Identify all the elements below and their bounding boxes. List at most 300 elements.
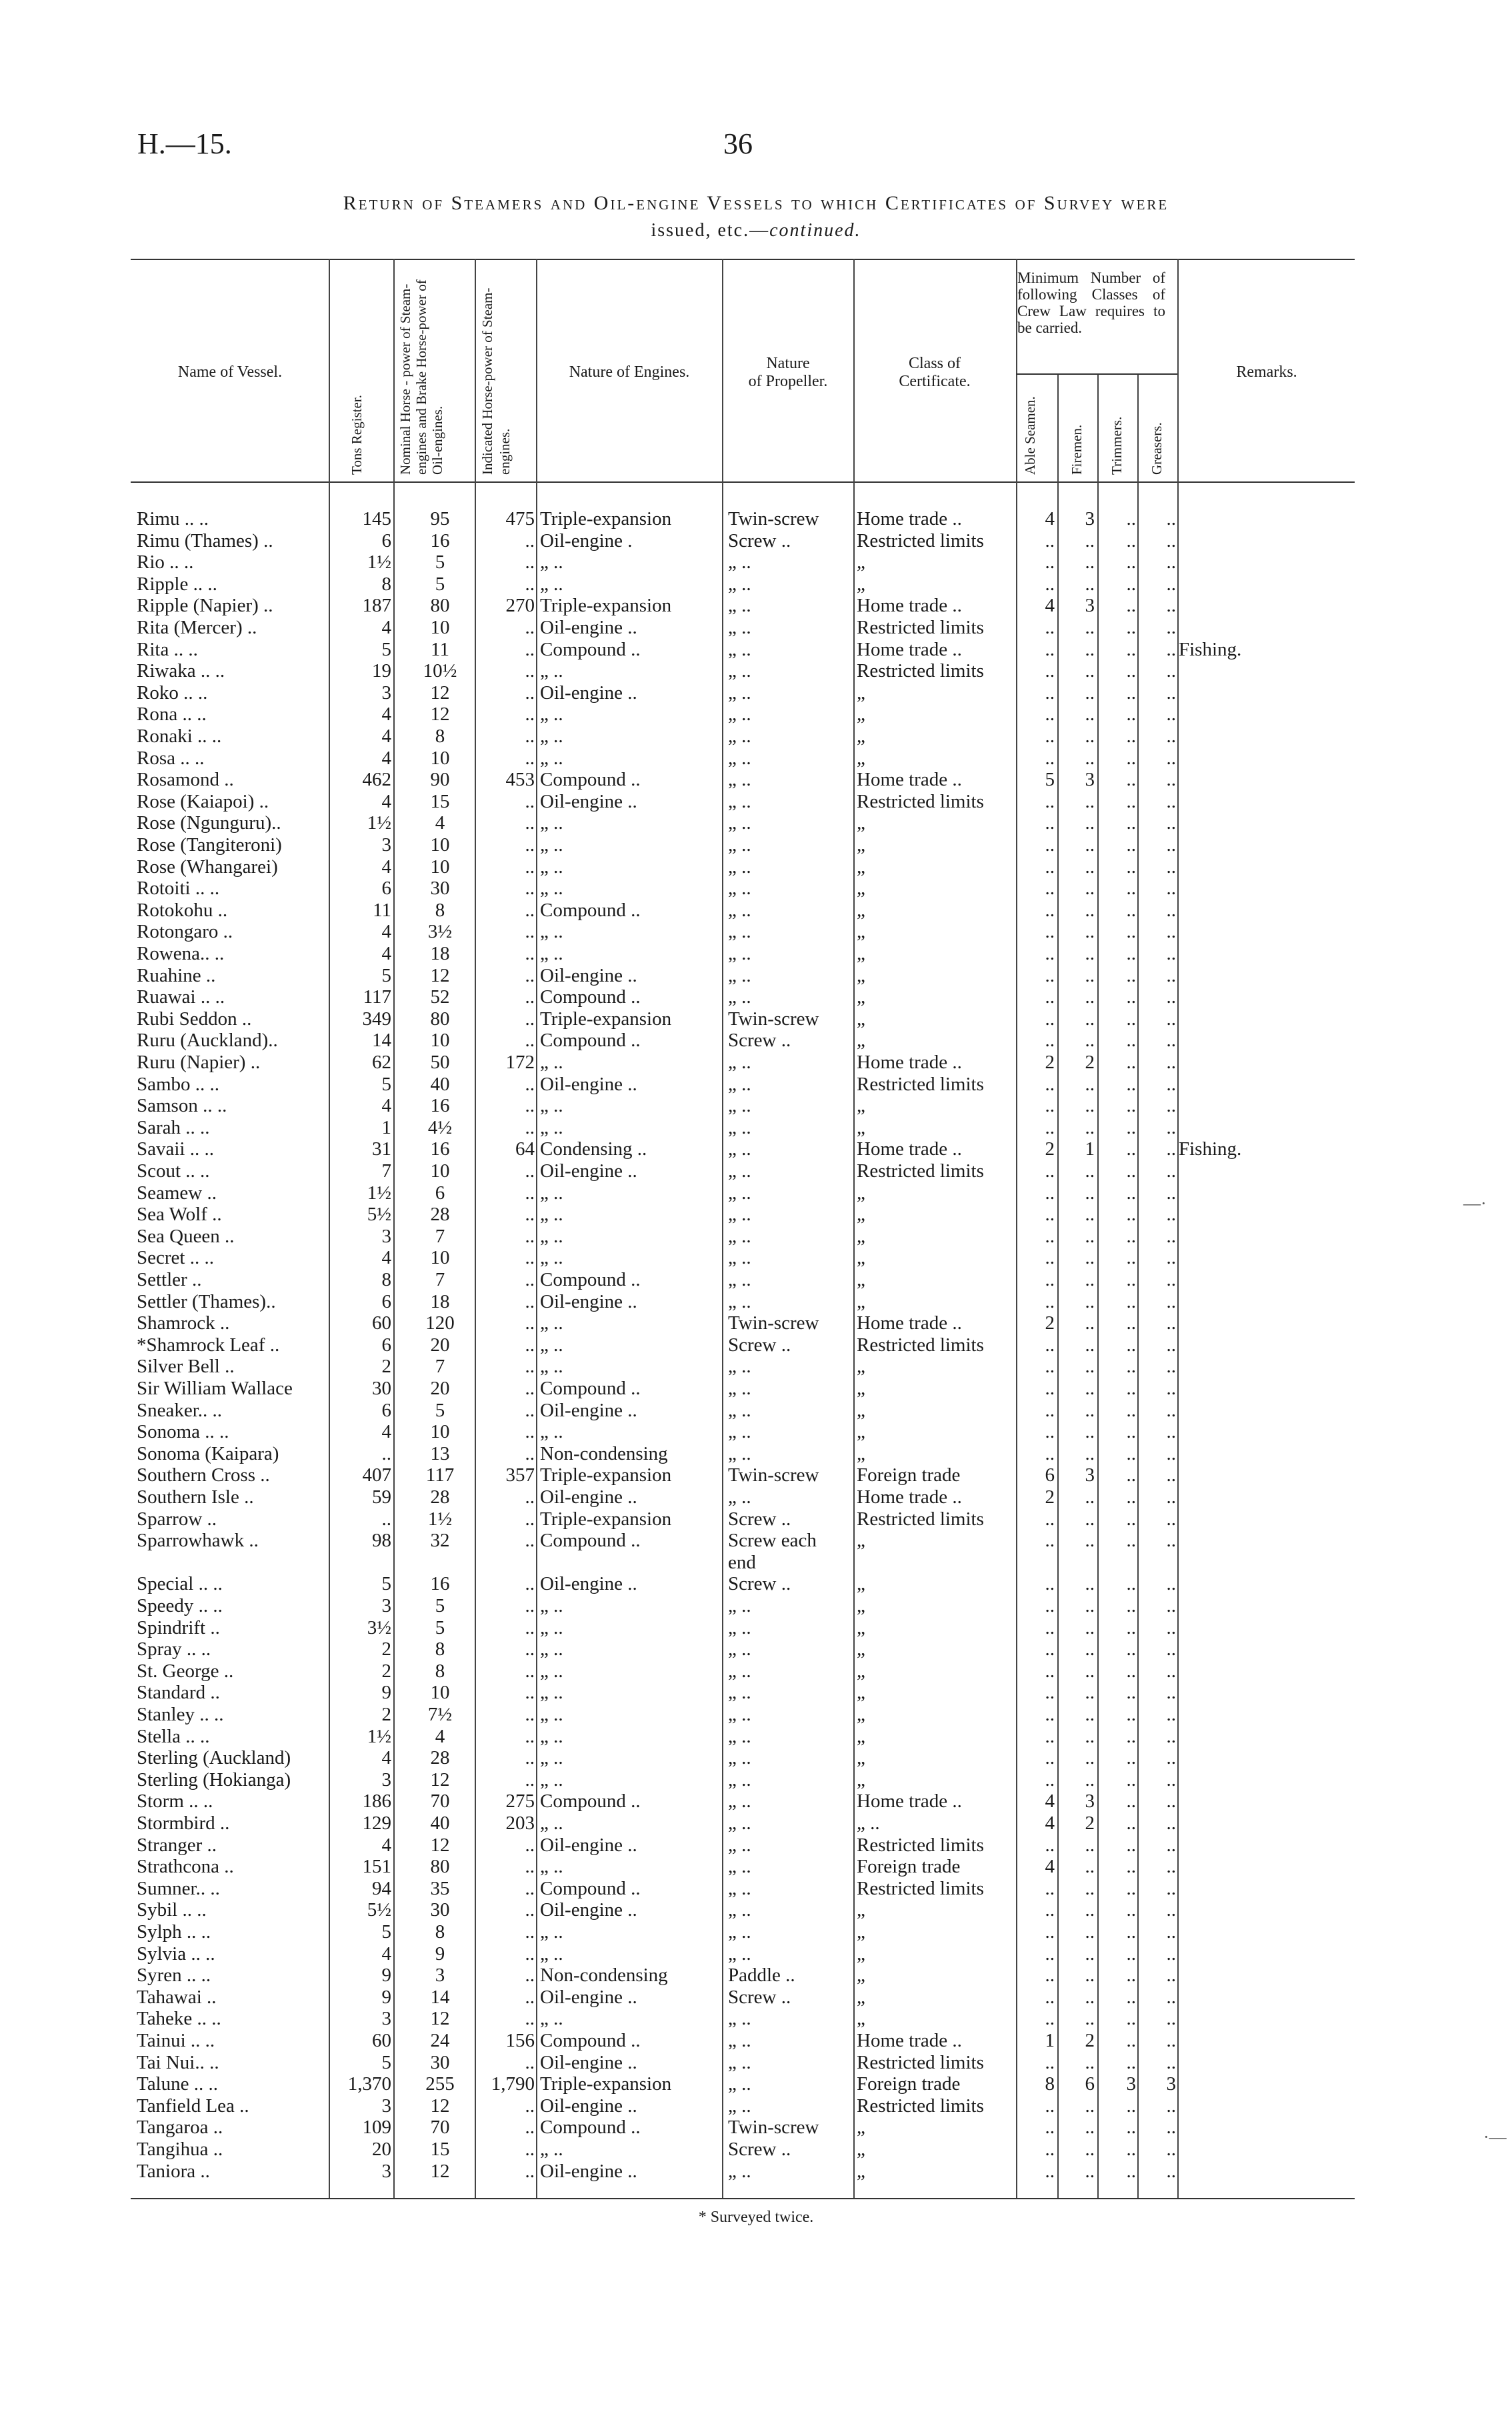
vessel-name: Stella .. .. xyxy=(137,1725,210,1747)
nature-of-engines: „ .. xyxy=(540,1943,563,1965)
nature-of-engines: Oil-engine .. xyxy=(540,1834,637,1856)
nature-of-engines: „ .. xyxy=(540,1704,563,1725)
indicated-hp: .. xyxy=(525,1095,535,1117)
nature-of-propeller: „ .. xyxy=(728,551,751,573)
greasers: .. xyxy=(1166,1834,1176,1856)
vessel-name: Secret .. .. xyxy=(137,1247,214,1269)
tons-register: 8 xyxy=(381,1269,391,1290)
nominal-hp: 5 xyxy=(435,551,445,573)
tons-register: 6 xyxy=(381,1334,391,1356)
trimmers: .. xyxy=(1126,1290,1136,1312)
vessel-name: Rose (Tangiteroni) xyxy=(137,834,282,856)
firemen: .. xyxy=(1085,1399,1095,1421)
nature-of-engines: Condensing .. xyxy=(540,1138,647,1160)
table-row xyxy=(0,943,1512,964)
trimmers: .. xyxy=(1126,1116,1136,1138)
greasers: .. xyxy=(1166,1052,1176,1073)
vessel-name: Syren .. .. xyxy=(137,1965,211,1987)
class-of-certificate: Restricted limits xyxy=(857,2095,984,2117)
vessel-name: Rose (Whangarei) xyxy=(137,856,278,878)
table-row xyxy=(0,1400,1512,1421)
nature-of-propeller: „ .. xyxy=(728,856,751,878)
nature-of-propeller: „ .. xyxy=(728,834,751,856)
nominal-hp: 70 xyxy=(430,1790,450,1812)
nature-of-engines: Compound .. xyxy=(540,638,641,660)
nominal-hp: 16 xyxy=(430,1095,450,1117)
greasers: .. xyxy=(1166,660,1176,682)
tons-register: 94 xyxy=(372,1877,391,1899)
firemen: .. xyxy=(1085,573,1095,595)
greasers: 3 xyxy=(1166,2073,1176,2095)
tons-register: 6 xyxy=(381,1399,391,1421)
nature-of-propeller: „ .. xyxy=(728,1399,751,1421)
indicated-hp: .. xyxy=(525,2160,535,2182)
nature-of-engines: Triple-expansion xyxy=(540,1508,672,1530)
firemen: .. xyxy=(1085,1638,1095,1660)
greasers: .. xyxy=(1166,1160,1176,1182)
able-seamen: 2 xyxy=(1045,1312,1055,1334)
vessel-name: Sambo .. .. xyxy=(137,1073,220,1095)
able-seamen: .. xyxy=(1045,899,1055,921)
tons-register: 6 xyxy=(381,529,391,551)
indicated-hp: 1,790 xyxy=(491,2073,535,2095)
trimmers: .. xyxy=(1126,964,1136,986)
indicated-hp: .. xyxy=(525,1160,535,1182)
greasers: .. xyxy=(1166,1704,1176,1725)
greasers: .. xyxy=(1166,943,1176,964)
nature-of-engines: Triple-expansion xyxy=(540,2073,672,2095)
nature-of-propeller: „ .. xyxy=(728,1378,751,1399)
nature-of-engines: Compound .. xyxy=(540,2117,641,2139)
indicated-hp: .. xyxy=(525,1421,535,1443)
col-header-trimmers: Trimmers. xyxy=(1109,416,1125,475)
tons-register: 3 xyxy=(381,1768,391,1790)
table-row xyxy=(0,1508,1512,1530)
indicated-hp: .. xyxy=(525,1747,535,1769)
nature-of-engines: „ .. xyxy=(540,2139,563,2160)
vessel-name: Southern Cross .. xyxy=(137,1464,270,1486)
greasers: .. xyxy=(1166,682,1176,704)
firemen: .. xyxy=(1085,1269,1095,1290)
trimmers: .. xyxy=(1126,1682,1136,1704)
indicated-hp: .. xyxy=(525,1030,535,1052)
title-prefix: issued, etc.— xyxy=(651,220,770,241)
nature-of-propeller: „ .. xyxy=(728,1138,751,1160)
tons-register: 4 xyxy=(381,1943,391,1965)
firemen: .. xyxy=(1085,2117,1095,2139)
nature-of-propeller: „ .. xyxy=(728,1704,751,1725)
nature-of-engines: Oil-engine .. xyxy=(540,1073,637,1095)
trimmers: 3 xyxy=(1126,2073,1136,2095)
nominal-hp: 50 xyxy=(430,1052,450,1073)
tons-register: 117 xyxy=(363,986,391,1008)
indicated-hp: 172 xyxy=(505,1052,535,1073)
vessel-name: Rotoiti .. .. xyxy=(137,878,220,900)
col-header-class-1: Class of xyxy=(909,355,961,372)
trimmers: .. xyxy=(1126,1856,1136,1878)
nature-of-engines: Oil-engine .. xyxy=(540,964,637,986)
nature-of-engines: „ .. xyxy=(540,1204,563,1226)
trimmers: .. xyxy=(1126,726,1136,747)
table-row xyxy=(0,1812,1512,1834)
vessel-name: Ruahine .. xyxy=(137,964,216,986)
remarks: Fishing. xyxy=(1179,638,1242,660)
trimmers: .. xyxy=(1126,1225,1136,1247)
indicated-hp: .. xyxy=(525,1660,535,1682)
indicated-hp: .. xyxy=(525,1356,535,1378)
tons-register: 2 xyxy=(381,1638,391,1660)
firemen: .. xyxy=(1085,943,1095,964)
greasers: .. xyxy=(1166,1790,1176,1812)
nature-of-propeller: Twin-screw xyxy=(728,1312,819,1334)
nature-of-engines: „ .. xyxy=(540,1095,563,1117)
vessel-name: Rosa .. .. xyxy=(137,747,205,769)
trimmers: .. xyxy=(1126,1486,1136,1508)
nature-of-propeller: Twin-screw xyxy=(728,508,819,529)
trimmers: .. xyxy=(1126,617,1136,638)
able-seamen: .. xyxy=(1045,1704,1055,1725)
trimmers: .. xyxy=(1126,1965,1136,1987)
able-seamen: .. xyxy=(1045,878,1055,900)
firemen: .. xyxy=(1085,1595,1095,1616)
indicated-hp: .. xyxy=(525,921,535,943)
firemen: .. xyxy=(1085,747,1095,769)
indicated-hp: 357 xyxy=(505,1464,535,1486)
tons-register: 2 xyxy=(381,1660,391,1682)
table-row xyxy=(0,1421,1512,1442)
nature-of-engines: „ .. xyxy=(540,660,563,682)
firemen: .. xyxy=(1085,812,1095,834)
class-of-certificate: „ xyxy=(857,726,865,747)
firemen: .. xyxy=(1085,1312,1095,1334)
nature-of-engines: „ .. xyxy=(540,1616,563,1638)
indicated-hp: 270 xyxy=(505,595,535,617)
able-seamen: .. xyxy=(1045,660,1055,682)
nominal-hp: 4 xyxy=(435,1725,445,1747)
tons-register: 3½ xyxy=(367,1616,391,1638)
firemen: .. xyxy=(1085,921,1095,943)
tons-register: 4 xyxy=(381,726,391,747)
class-of-certificate: „ xyxy=(857,1573,865,1595)
able-seamen: .. xyxy=(1045,1442,1055,1464)
class-of-certificate: Restricted limits xyxy=(857,660,984,682)
nature-of-propeller: „ .. xyxy=(728,1725,751,1747)
firemen: .. xyxy=(1085,1921,1095,1943)
class-of-certificate: „ xyxy=(857,1247,865,1269)
able-seamen: .. xyxy=(1045,573,1055,595)
nominal-hp: 5 xyxy=(435,1616,445,1638)
class-of-certificate: „ xyxy=(857,1747,865,1769)
nature-of-propeller: „ .. xyxy=(728,1247,751,1269)
nature-of-propeller: „ .. xyxy=(728,1073,751,1095)
trimmers: .. xyxy=(1126,1204,1136,1226)
firemen: .. xyxy=(1085,1247,1095,1269)
tons-register: 4 xyxy=(381,704,391,726)
nature-of-engines: „ .. xyxy=(540,1421,563,1443)
vessel-name: Standard .. xyxy=(137,1682,220,1704)
able-seamen: .. xyxy=(1045,1660,1055,1682)
tons-register: 187 xyxy=(362,595,391,617)
indicated-hp: .. xyxy=(525,529,535,551)
vessel-name: Rosamond .. xyxy=(137,769,234,791)
nominal-hp: 30 xyxy=(430,1899,450,1921)
nominal-hp: 7 xyxy=(435,1269,445,1290)
trimmers: .. xyxy=(1126,769,1136,791)
indicated-hp: .. xyxy=(525,704,535,726)
vessel-name: Silver Bell .. xyxy=(137,1356,235,1378)
firemen: .. xyxy=(1085,2139,1095,2160)
tons-register: 5 xyxy=(381,1573,391,1595)
firemen: .. xyxy=(1085,878,1095,900)
table-row xyxy=(0,1704,1512,1725)
able-seamen: .. xyxy=(1045,2051,1055,2073)
nature-of-engines: „ .. xyxy=(540,1116,563,1138)
nature-of-propeller: Twin-screw xyxy=(728,2117,819,2139)
table-row xyxy=(0,1638,1512,1660)
nature-of-engines: Non-condensing xyxy=(540,1965,668,1987)
nominal-hp: 8 xyxy=(435,1660,445,1682)
table-row xyxy=(0,791,1512,812)
trimmers: .. xyxy=(1126,1747,1136,1769)
nominal-hp: 120 xyxy=(425,1312,455,1334)
class-of-certificate: Foreign trade xyxy=(857,1464,961,1486)
vessel-name: Rita .. .. xyxy=(137,638,198,660)
greasers: .. xyxy=(1166,1138,1176,1160)
class-of-certificate: „ xyxy=(857,747,865,769)
nominal-hp: 95 xyxy=(430,508,450,529)
able-seamen: .. xyxy=(1045,1943,1055,1965)
class-of-certificate: Restricted limits xyxy=(857,1073,984,1095)
nature-of-engines: Oil-engine .. xyxy=(540,1986,637,2008)
trimmers: .. xyxy=(1126,1834,1136,1856)
class-of-certificate: „ xyxy=(857,1421,865,1443)
nature-of-engines: „ .. xyxy=(540,1660,563,1682)
class-of-certificate: „ xyxy=(857,1768,865,1790)
nominal-hp: 52 xyxy=(430,986,450,1008)
tons-register: 4 xyxy=(381,747,391,769)
nominal-hp: 16 xyxy=(430,1138,450,1160)
firemen: .. xyxy=(1085,1704,1095,1725)
tons-register: 4 xyxy=(381,1834,391,1856)
nature-of-engines: Oil-engine .. xyxy=(540,1573,637,1595)
able-seamen: .. xyxy=(1045,921,1055,943)
title-continued-word: continued. xyxy=(769,220,861,241)
indicated-hp: .. xyxy=(525,1965,535,1987)
nature-of-propeller: end xyxy=(728,1551,756,1573)
firemen: .. xyxy=(1085,1030,1095,1052)
nature-of-engines: Oil-engine .. xyxy=(540,617,637,638)
table-row xyxy=(0,1965,1512,1986)
able-seamen: .. xyxy=(1045,1682,1055,1704)
nature-of-propeller: „ .. xyxy=(728,1116,751,1138)
nature-of-propeller: Screw .. xyxy=(728,1986,791,2008)
tons-register: 4 xyxy=(381,1095,391,1117)
nominal-hp: 8 xyxy=(435,726,445,747)
able-seamen: .. xyxy=(1045,1530,1055,1552)
nominal-hp: 12 xyxy=(430,964,450,986)
vessel-name: Ruru (Napier) .. xyxy=(137,1052,261,1073)
trimmers: .. xyxy=(1126,704,1136,726)
class-of-certificate: Foreign trade xyxy=(857,1856,961,1878)
vessel-name: Riwaka .. .. xyxy=(137,660,225,682)
nature-of-engines: Oil-engine .. xyxy=(540,1290,637,1312)
class-of-certificate: Home trade .. xyxy=(857,1138,962,1160)
nature-of-propeller: „ .. xyxy=(728,986,751,1008)
vessel-name: Sea Wolf .. xyxy=(137,1204,222,1226)
able-seamen: .. xyxy=(1045,1247,1055,1269)
nominal-hp: 10 xyxy=(430,1247,450,1269)
indicated-hp: .. xyxy=(525,1899,535,1921)
class-of-certificate: „ xyxy=(857,2008,865,2030)
indicated-hp: .. xyxy=(525,660,535,682)
nature-of-propeller: „ .. xyxy=(728,1356,751,1378)
nominal-hp: 13 xyxy=(430,1442,450,1464)
nature-of-engines: „ .. xyxy=(540,1182,563,1204)
indicated-hp: .. xyxy=(525,1530,535,1552)
able-seamen: .. xyxy=(1045,1095,1055,1117)
nominal-hp: 12 xyxy=(430,2160,450,2182)
vessel-name: *Shamrock Leaf .. xyxy=(137,1334,280,1356)
greasers: .. xyxy=(1166,2139,1176,2160)
greasers: .. xyxy=(1166,747,1176,769)
indicated-hp: .. xyxy=(525,2008,535,2030)
trimmers: .. xyxy=(1126,1530,1136,1552)
table-row xyxy=(0,1726,1512,1747)
table-row xyxy=(0,1943,1512,1965)
vessel-name: Rio .. .. xyxy=(137,551,194,573)
nature-of-engines: „ .. xyxy=(540,726,563,747)
vessel-name: Special .. .. xyxy=(137,1573,223,1595)
col-header-propeller-2: of Propeller. xyxy=(748,373,828,390)
tons-register: 151 xyxy=(362,1856,391,1878)
table-row xyxy=(0,639,1512,660)
trimmers: .. xyxy=(1126,856,1136,878)
nominal-hp: 8 xyxy=(435,1921,445,1943)
firemen: 2 xyxy=(1085,1812,1095,1834)
class-of-certificate: Restricted limits xyxy=(857,1334,984,1356)
firemen: .. xyxy=(1085,617,1095,638)
table-row xyxy=(0,1769,1512,1790)
table-row xyxy=(0,551,1512,573)
greasers: .. xyxy=(1166,2008,1176,2030)
nature-of-propeller: „ .. xyxy=(728,2160,751,2182)
firemen: .. xyxy=(1085,790,1095,812)
indicated-hp: .. xyxy=(525,1704,535,1725)
greasers: .. xyxy=(1166,1116,1176,1138)
nature-of-propeller: Twin-screw xyxy=(728,1008,819,1030)
indicated-hp: .. xyxy=(525,1573,535,1595)
able-seamen: .. xyxy=(1045,834,1055,856)
table-row xyxy=(0,856,1512,878)
class-of-certificate: „ xyxy=(857,1921,865,1943)
tons-register: 4 xyxy=(381,1747,391,1769)
tons-register: 59 xyxy=(372,1486,391,1508)
trimmers: .. xyxy=(1126,1573,1136,1595)
nominal-hp: 30 xyxy=(430,878,450,900)
able-seamen: .. xyxy=(1045,1508,1055,1530)
able-seamen: .. xyxy=(1045,1030,1055,1052)
trimmers: .. xyxy=(1126,682,1136,704)
nature-of-engines: „ .. xyxy=(540,704,563,726)
tons-register: 5 xyxy=(381,638,391,660)
greasers: .. xyxy=(1166,2160,1176,2182)
nominal-hp: 3 xyxy=(435,1965,445,1987)
nature-of-propeller: „ .. xyxy=(728,1638,751,1660)
able-seamen: .. xyxy=(1045,1290,1055,1312)
table-row xyxy=(0,660,1512,682)
nominal-hp: 24 xyxy=(430,2030,450,2051)
firemen: .. xyxy=(1085,1616,1095,1638)
nominal-hp: 40 xyxy=(430,1812,450,1834)
nature-of-engines: „ .. xyxy=(540,1812,563,1834)
nature-of-propeller: Screw .. xyxy=(728,529,791,551)
greasers: .. xyxy=(1166,1225,1176,1247)
greasers: .. xyxy=(1166,704,1176,726)
tons-register: .. xyxy=(381,1442,391,1464)
nature-of-engines: „ .. xyxy=(540,943,563,964)
nominal-hp: 35 xyxy=(430,1877,450,1899)
indicated-hp: .. xyxy=(525,1204,535,1226)
firemen: .. xyxy=(1085,1834,1095,1856)
vessel-name: Sterling (Hokianga) xyxy=(137,1768,291,1790)
indicated-hp: .. xyxy=(525,899,535,921)
nature-of-propeller: „ .. xyxy=(728,1269,751,1290)
greasers: .. xyxy=(1166,2051,1176,2073)
nature-of-propeller: „ .. xyxy=(728,726,751,747)
indicated-hp: .. xyxy=(525,2117,535,2139)
nominal-hp: 10 xyxy=(430,834,450,856)
nature-of-engines: „ .. xyxy=(540,1312,563,1334)
vessel-name: Savaii .. .. xyxy=(137,1138,214,1160)
trimmers: .. xyxy=(1126,986,1136,1008)
nature-of-engines: Compound .. xyxy=(540,986,641,1008)
vessel-name: Rowena.. .. xyxy=(137,943,225,964)
indicated-hp: .. xyxy=(525,573,535,595)
table-row xyxy=(0,748,1512,769)
table-row xyxy=(0,1095,1512,1116)
vessel-name: Tai Nui.. .. xyxy=(137,2051,219,2073)
nominal-hp: 12 xyxy=(430,1834,450,1856)
firemen: .. xyxy=(1085,1965,1095,1987)
nature-of-engines: „ .. xyxy=(540,834,563,856)
able-seamen: .. xyxy=(1045,1725,1055,1747)
firemen: .. xyxy=(1085,1856,1095,1878)
trimmers: .. xyxy=(1126,551,1136,573)
tons-register: 2 xyxy=(381,1356,391,1378)
greasers: .. xyxy=(1166,2095,1176,2117)
nominal-hp: 20 xyxy=(430,1334,450,1356)
greasers: .. xyxy=(1166,856,1176,878)
nature-of-engines: „ .. xyxy=(540,1747,563,1769)
greasers: .. xyxy=(1166,638,1176,660)
class-of-certificate: „ xyxy=(857,856,865,878)
nominal-hp: 28 xyxy=(430,1204,450,1226)
class-of-certificate: „ xyxy=(857,1616,865,1638)
vessel-name: Tanfield Lea .. xyxy=(137,2095,249,2117)
able-seamen: 1 xyxy=(1045,2030,1055,2051)
tons-register: 1,370 xyxy=(347,2073,391,2095)
table-row xyxy=(0,704,1512,725)
trimmers: .. xyxy=(1126,834,1136,856)
vessel-name: Speedy .. .. xyxy=(137,1595,223,1616)
table-row xyxy=(0,1378,1512,1399)
able-seamen: .. xyxy=(1045,1616,1055,1638)
table-row xyxy=(0,1052,1512,1073)
col-header-engines: Nature of Engines. xyxy=(569,363,690,381)
class-of-certificate: Restricted limits xyxy=(857,790,984,812)
nature-of-propeller: „ .. xyxy=(728,790,751,812)
nature-of-propeller: „ .. xyxy=(728,573,751,595)
